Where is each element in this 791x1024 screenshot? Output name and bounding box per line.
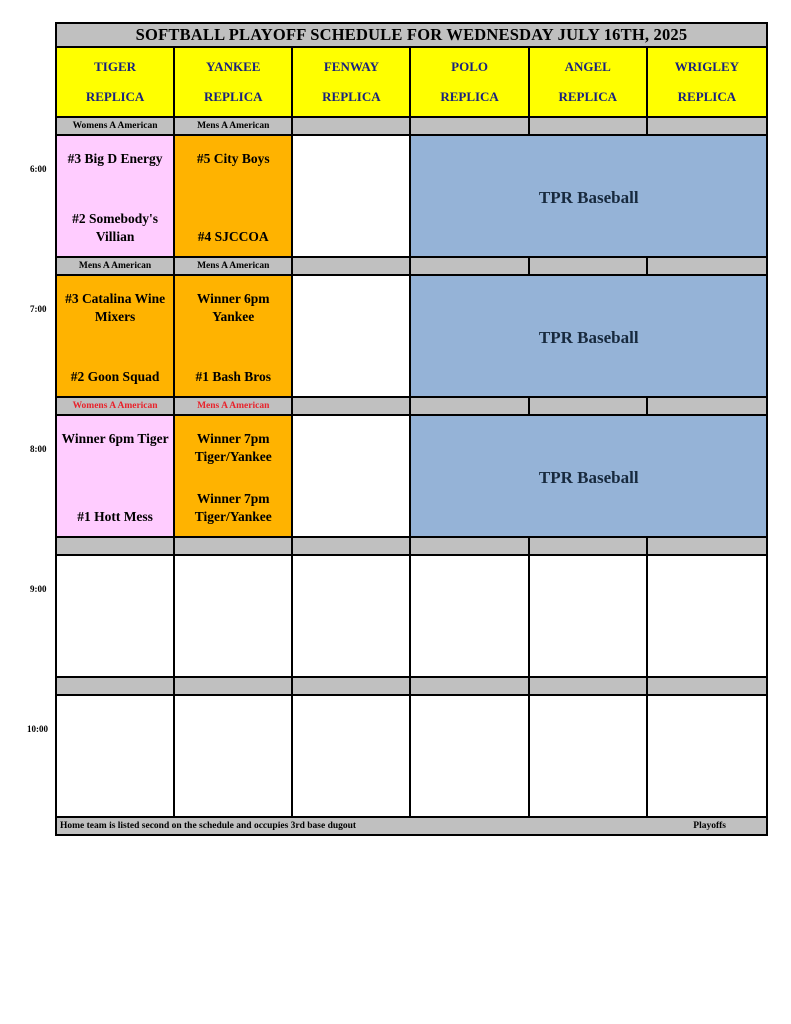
field-name: YANKEE <box>206 59 261 74</box>
schedule-footer <box>55 818 768 836</box>
divider-cell <box>175 538 293 556</box>
divider-cell <box>293 678 411 696</box>
field-name: TIGER <box>94 59 137 74</box>
footer-tag: Playoffs <box>693 821 726 831</box>
game-cell <box>57 136 175 258</box>
field-name: FENWAY <box>323 59 379 74</box>
empty-cell <box>293 136 411 258</box>
schedule-grid <box>55 48 768 818</box>
empty-cell <box>530 696 648 818</box>
footer-note: Home team is listed second on the schedule and occupies 3rd base dugout <box>60 821 357 831</box>
field-sub: REPLICA <box>203 89 263 104</box>
divider-cell <box>530 118 648 136</box>
division-label: Mens A American <box>57 258 175 276</box>
field-header-polo <box>411 48 529 118</box>
field-header-wrigley <box>648 48 766 118</box>
blocked-label: TPR Baseball <box>538 188 639 207</box>
empty-cell <box>411 556 529 678</box>
game-cell <box>175 136 293 258</box>
divider-cell <box>530 538 648 556</box>
divider-cell <box>648 538 766 556</box>
blocked-cell <box>411 136 766 258</box>
field-sub: REPLICA <box>558 89 617 104</box>
away-team: Winner 6pm Yankee <box>196 291 270 325</box>
field-sub: REPLICA <box>322 89 381 104</box>
empty-cell <box>648 556 766 678</box>
divider-cell <box>411 118 529 136</box>
divider-cell <box>175 678 293 696</box>
field-name: WRIGLEY <box>674 59 740 74</box>
schedule-title: SOFTBALL PLAYOFF SCHEDULE FOR WEDNESDAY JULY 16TH, 2025 <box>55 22 768 48</box>
divider-cell <box>648 678 766 696</box>
home-team: Winner 7pm Tiger/Yankee <box>194 490 272 524</box>
divider-cell <box>648 118 766 136</box>
empty-cell <box>293 416 411 538</box>
divider-cell <box>530 258 648 276</box>
game-cell <box>57 276 175 398</box>
blocked-label: TPR Baseball <box>538 468 639 487</box>
division-label: Mens A American <box>175 258 293 276</box>
empty-cell <box>293 556 411 678</box>
field-header-tiger <box>57 48 175 118</box>
field-header-yankee <box>175 48 293 118</box>
divider-cell <box>293 258 411 276</box>
divider-cell <box>57 538 175 556</box>
away-team: Winner 6pm Tiger <box>61 431 169 446</box>
field-sub: REPLICA <box>677 89 737 104</box>
time-label: 10:00 <box>27 724 48 734</box>
field-sub: REPLICA <box>440 89 499 104</box>
home-team: #1 Hott Mess <box>77 508 153 524</box>
divider-cell <box>411 678 529 696</box>
empty-cell <box>530 556 648 678</box>
field-name: ANGEL <box>564 59 611 74</box>
time-label: 7:00 <box>30 304 47 314</box>
empty-cell <box>175 556 293 678</box>
away-team: Winner 7pm Tiger/Yankee <box>194 431 272 465</box>
division-label: Womens A American <box>57 118 175 136</box>
divider-cell <box>648 258 766 276</box>
divider-cell <box>411 538 529 556</box>
divider-cell <box>411 398 529 416</box>
division-label: Womens A American <box>57 398 175 416</box>
blocked-cell <box>411 416 766 538</box>
division-label: Mens A American <box>175 398 293 416</box>
divider-cell <box>57 678 175 696</box>
field-header-fenway <box>293 48 411 118</box>
division-label: Mens A American <box>175 118 293 136</box>
time-label: 8:00 <box>30 444 47 454</box>
divider-cell <box>530 398 648 416</box>
empty-cell <box>411 696 529 818</box>
empty-cell <box>293 696 411 818</box>
empty-cell <box>175 696 293 818</box>
empty-cell <box>293 276 411 398</box>
home-team: #4 SJCCOA <box>197 228 269 244</box>
time-label: 9:00 <box>30 584 47 594</box>
field-name: POLO <box>451 59 488 74</box>
field-header-angel <box>530 48 648 118</box>
divider-cell <box>530 678 648 696</box>
divider-cell <box>411 258 529 276</box>
home-team: #2 Somebody's Villian <box>72 210 159 244</box>
blocked-cell <box>411 276 766 398</box>
time-label: 6:00 <box>30 164 47 174</box>
game-cell <box>175 276 293 398</box>
divider-cell <box>293 538 411 556</box>
away-team: #3 Big D Energy <box>67 151 163 166</box>
game-cell <box>175 416 293 538</box>
empty-cell <box>57 556 175 678</box>
field-sub: REPLICA <box>85 89 145 104</box>
away-team: #3 Catalina Wine Mixers <box>65 291 166 325</box>
divider-cell <box>293 398 411 416</box>
empty-cell <box>57 696 175 818</box>
divider-cell <box>648 398 766 416</box>
game-cell <box>57 416 175 538</box>
empty-cell <box>648 696 766 818</box>
schedule-table <box>55 22 768 836</box>
divider-cell <box>293 118 411 136</box>
away-team: #5 City Boys <box>196 151 270 166</box>
blocked-label: TPR Baseball <box>538 328 639 347</box>
home-team: #1 Bash Bros <box>195 368 271 384</box>
home-team: #2 Goon Squad <box>70 368 160 384</box>
